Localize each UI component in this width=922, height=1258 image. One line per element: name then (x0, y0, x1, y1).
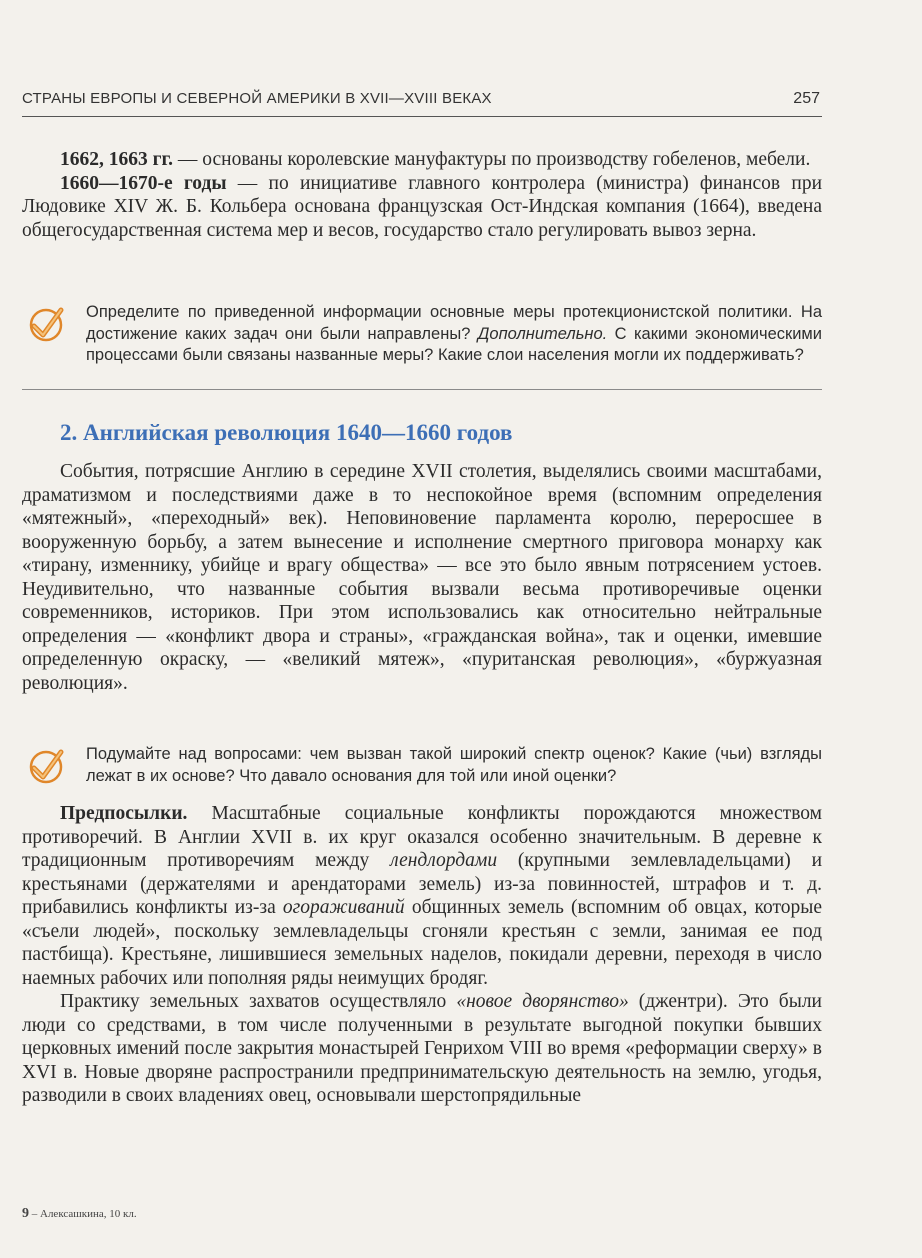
term: огораживаний (282, 897, 405, 918)
checkmark-task-icon (26, 304, 66, 344)
divider (22, 389, 822, 390)
running-header (22, 86, 822, 117)
chronology-text: — по инициативе главного контролера (министра) финансов при Людовике XIV Ж. Б. Кольбера основана французская Ост-Индская компания (1664), введена общегосударственная система мер и весов, государство стало регулировать вывоз зерна. (22, 172, 823, 241)
section-heading: 2. Английская революция 1640—1660 годов (60, 420, 513, 445)
prerequisites-label: Предпосылки. (60, 803, 188, 824)
chronology-entry (22, 172, 822, 243)
chronology-entry (22, 148, 822, 172)
term: «новое дворянство» (456, 991, 629, 1012)
chronology-block (22, 148, 822, 242)
page-number: 257 (793, 90, 820, 107)
chronology-date: 1662, 1663 гг. (60, 149, 174, 170)
term: лендлордами (390, 850, 498, 871)
running-title: СТРАНЫ ЕВРОПЫ И СЕВЕРНОЙ АМЕРИКИ В XVII—XVIII ВЕКАХ (22, 90, 492, 107)
task-box (22, 302, 822, 382)
paragraph: Практику земельных захватов осуществляло «новое дворянство» (джентри). Это были люди со средствами, в том числе полученными в результате выгодной покупки бывших церковных имений после закрытия монастырей Генрихом VIII во время «реформации сверху» в XVI в. Новые дворяне распространили предпринимательскую деятельность на землю, угодья, разводили в своих владениях овец, основывали шерстопрядильные (22, 991, 822, 1106)
page-footer (22, 1206, 137, 1222)
chronology-text: — основаны королевские мануфактуры по производству гобеленов, мебели. (173, 149, 811, 170)
task-box (22, 744, 822, 794)
sheet-text: – Алексашкина, 10 кл. (29, 1208, 137, 1220)
task-text: Подумайте над вопросами: чем вызван такой широкий спектр оценок? Какие (чьи) взгляды лежат в их основе? Что давало основания для той или иной оценки? (86, 745, 822, 785)
chronology-date: 1660—1670-е годы (60, 172, 227, 194)
paragraph: Предпосылки. Масштабные социальные конфликты порождаются множеством противоречий. В Англии XVII в. их круг оказался особенно значительным. В деревне к традиционным противоречиям между лендлордами (крупными землевладельцами) и крестьянами (держателями и арендаторами земель) из-за повинностей, штрафов и т. д. прибавились конфликты из-за огораживаний общинных земель (вспомним об овцах, которые «съели людей», поскольку землевладельцы сгоняли крестьян с земли, занимая ее под пастбища). Крестьяне, лишившиеся земельных наделов, покидали деревни, переходя в число наемных рабочих или пополняя ряды неимущих бродяг. (22, 803, 823, 989)
checkmark-task-icon (26, 746, 66, 786)
section-paragraph: События, потрясшие Англию в середине XVII столетия, выделялись своими масштабами, драматизмом и последствиями даже в то неспокойное время (вспомним определения «мятежный», «переходный» век). Неповиновение парламента королю, переросшее в вооруженную борьбу, а затем вынесение и исполнение смертного приговора монарху как «тирану, изменнику, убийце и врагу общества» — все это было явным потрясением устоев. Неудивительно, что названные события вызвали весьма противоречивые оценки современников, историков. При этом использовались как относительно нейтральные определения — «конфликт двора и страны», «гражданская война», так и оценки, имевшие определенную окраску, — «великий мятеж», «пуританская революция», «буржуазная революция». (22, 461, 822, 694)
sheet-number: 9 (22, 1206, 29, 1221)
task-text: Определите по приведенной информации основные меры протекционистской политики. На достижение каких задач они были направлены? Дополнительно. С какими экономическими процессами были связаны названные меры? Какие слои населения могли их поддерживать? (86, 303, 822, 364)
task-extra-label: Дополнительно. (477, 324, 608, 343)
prerequisites-block (22, 802, 822, 1108)
